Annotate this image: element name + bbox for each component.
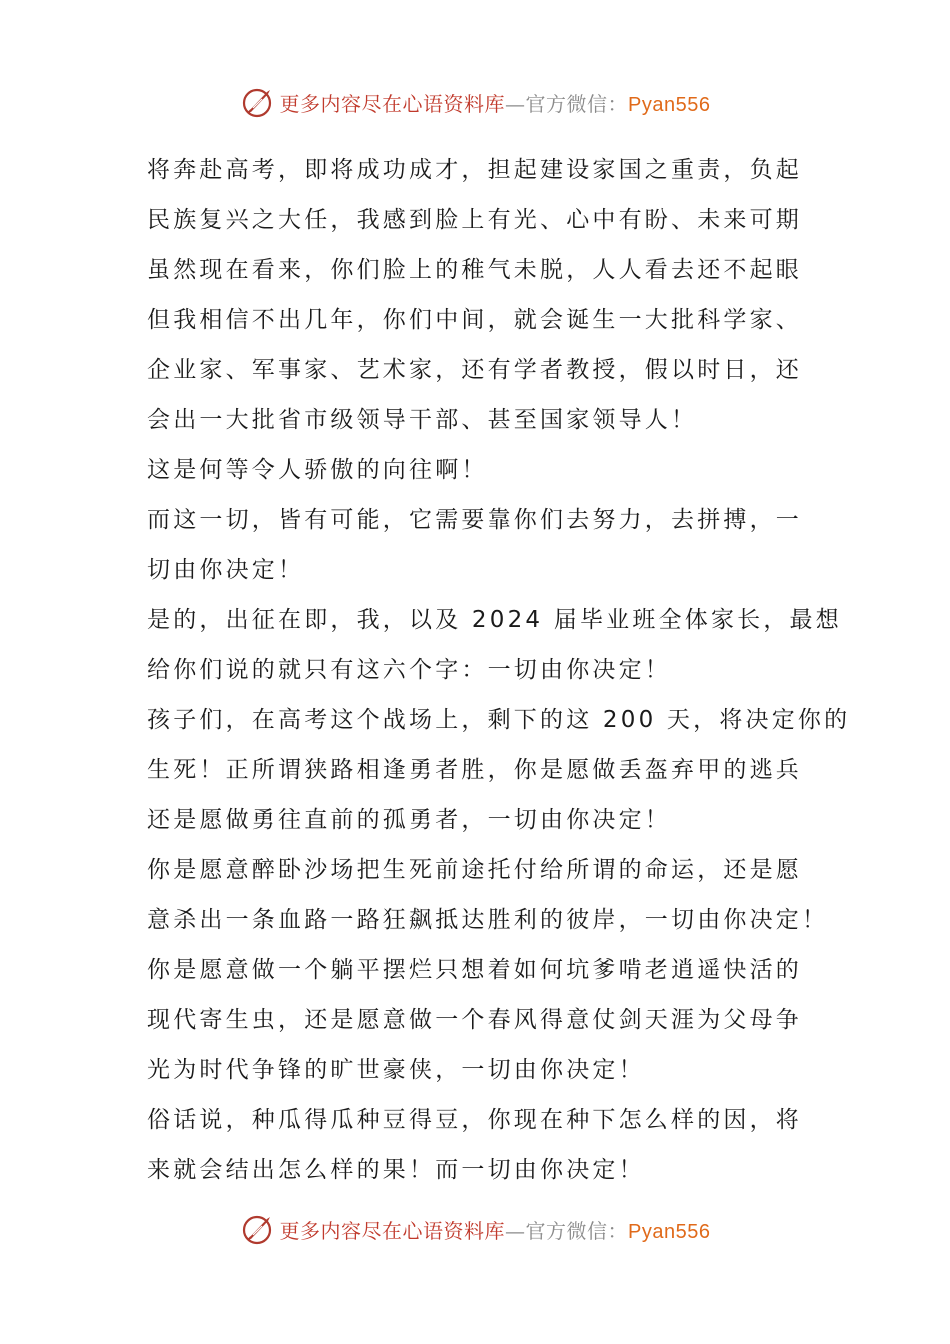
text-line: 虽然现在看来，你们脸上的稚气未脱，人人看去还不起眼	[147, 257, 802, 283]
footer-banner-wechat-id: Pyan556	[628, 1220, 711, 1243]
text-line: 意杀出一条血路一路狂飙抵达胜利的彼岸，一切由你决定！	[147, 907, 829, 933]
text-line: 你是愿意醉卧沙场把生死前途托付给所谓的命运，还是愿	[147, 857, 802, 883]
text-line: 还是愿做勇往直前的孤勇者，一切由你决定！	[147, 807, 671, 833]
text-line: 你是愿意做一个躺平摆烂只想着如何坑爹啃老逍遥快活的	[147, 957, 802, 983]
text-line: 这是何等令人骄傲的向往啊！	[147, 457, 488, 483]
footer-banner-wechat-label: 官方微信：	[525, 1218, 629, 1243]
text-line: 来就会结出怎么样的果！而一切由你决定！	[147, 1157, 645, 1183]
footer-banner	[0, 1209, 950, 1249]
text-line: 现代寄生虫，还是愿意做一个春风得意仗剑天涯为父母争	[147, 1007, 802, 1033]
text-line: 俗话说，种瓜得瓜种豆得豆，你现在种下怎么样的因，将	[147, 1107, 802, 1133]
header-banner-wechat-label: 官方微信：	[525, 91, 629, 116]
footer-banner-text	[280, 1215, 711, 1244]
footer-banner-main: 更多内容尽在心语资料库	[279, 1218, 506, 1243]
text-line: 民族复兴之大任，我感到脸上有光、心中有盼、未来可期	[147, 207, 802, 233]
document-body	[147, 145, 851, 1195]
text-line: 孩子们，在高考这个战场上，剩下的这 200 天，将决定你的	[147, 707, 851, 733]
header-banner-wechat-id: Pyan556	[628, 93, 711, 116]
text-line: 而这一切，皆有可能，它需要靠你们去努力，去拼搏，一	[147, 507, 802, 533]
header-banner	[0, 82, 950, 122]
text-line: 但我相信不出几年，你们中间，就会诞生一大批科学家、	[147, 307, 802, 333]
header-banner-main: 更多内容尽在心语资料库	[279, 91, 506, 116]
text-line: 企业家、军事家、艺术家，还有学者教授，假以时日，还	[147, 357, 802, 383]
text-line: 切由你决定！	[147, 557, 305, 583]
text-line: 光为时代争锋的旷世豪侠，一切由你决定！	[147, 1057, 645, 1083]
footer-banner-dash: —	[505, 1218, 526, 1243]
text-line: 是的，出征在即，我，以及 2024 届毕业班全体家长，最想	[147, 607, 842, 633]
text-line: 会出一大批省市级领导干部、甚至国家领导人！	[147, 407, 698, 433]
text-line: 给你们说的就只有这六个字：一切由你决定！	[147, 657, 671, 683]
quill-logo-icon	[240, 84, 276, 120]
header-banner-text	[280, 88, 711, 117]
text-line: 将奔赴高考，即将成功成才，担起建设家国之重责，负起	[147, 157, 802, 183]
header-banner-dash: —	[505, 91, 526, 116]
quill-logo-icon	[240, 1211, 276, 1247]
text-line: 生死！正所谓狭路相逢勇者胜，你是愿做丢盔弃甲的逃兵	[147, 757, 802, 783]
